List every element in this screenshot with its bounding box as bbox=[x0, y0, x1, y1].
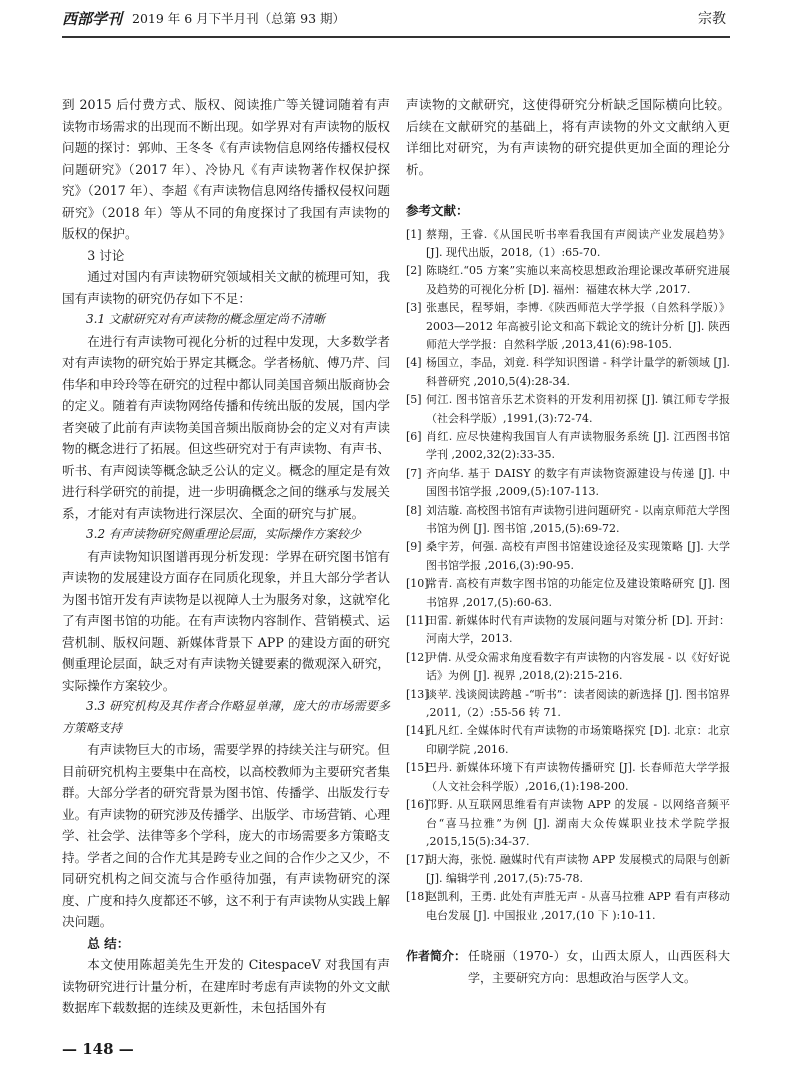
reference-item bbox=[406, 796, 730, 851]
references-title: 参考文献： bbox=[406, 203, 469, 218]
reference-number: [16] bbox=[406, 798, 429, 812]
subsection-heading: 3.1 文献研究对有声读物的概念厘定尚不清晰 bbox=[86, 312, 325, 326]
right-column bbox=[406, 94, 730, 989]
paragraph: 本文使用陈超美先生开发的 CitespaceV 对我国有声读物研究进行计量分析，在建库时考虑有声读物的外文文献数据库下载数据的连续及更新性，未包括国外有 bbox=[62, 957, 390, 1015]
summary-heading: 总 结： bbox=[87, 935, 130, 951]
reference-text: 杨国立，李品，刘竟. 科学知识图谱 - 科学计量学的新领域 [J]. 科普研究 ,2010,5(4):28-34. bbox=[426, 356, 730, 388]
subsection-heading: 3.3 研究机构及其作者合作略显单薄，庞大的市场需要多方策略支持 bbox=[62, 699, 390, 735]
paragraph: 通过对国内有声读物研究领域相关文献的梳理可知，我国有声读物的研究仍存如下不足： bbox=[62, 269, 390, 306]
reference-text: 孔凡红. 全媒体时代有声读物的市场策略探究 [D]. 北京：北京印刷学院 ,2016. bbox=[426, 724, 730, 756]
reference-text: 谈苹. 浅谈阅读跨越 -“听书”：读者阅读的新选择 [J]. 图书馆界 ,2011,（2）:55-56 转 71. bbox=[426, 687, 730, 720]
reference-text: 桑宇芳，何强. 高校有声图书馆建设途径及实现策略 [J]. 大学图书馆学报 ,2016,(3):90-95. bbox=[426, 540, 730, 572]
reference-number: [7] bbox=[406, 466, 422, 480]
reference-number: [6] bbox=[406, 429, 422, 443]
reference-item bbox=[406, 428, 730, 465]
left-column bbox=[62, 94, 390, 1019]
reference-text: 刘洁璇. 高校图书馆有声读物引进问题研究 - 以南京师范大学图书馆为例 [J]. 图书馆 ,2015,(5):69-72. bbox=[426, 503, 730, 535]
reference-number: [15] bbox=[406, 761, 429, 775]
reference-text: 赵凯利，王勇. 此处有声胜无声 - 从喜马拉雅 APP 看有声移动电台发展 [J]. 中国报业 ,2017,(10 下 ):10-11. bbox=[426, 890, 730, 922]
reference-text: 胡大海，张悦. 融媒时代有声读物 APP 发展模式的局限与创新 [J]. 编辑学刊 ,2017,(5):75-78. bbox=[426, 853, 730, 885]
right-column-text bbox=[406, 94, 730, 180]
journal-logo: 西部学刊 bbox=[62, 10, 123, 28]
reference-number: [3] bbox=[406, 301, 422, 315]
section-tag: 宗教 bbox=[698, 11, 726, 27]
reference-number: [17] bbox=[406, 853, 429, 867]
reference-number: [12] bbox=[406, 650, 429, 664]
reference-number: [5] bbox=[406, 393, 422, 407]
reference-item bbox=[406, 759, 730, 796]
references-list bbox=[406, 226, 730, 925]
reference-number: [14] bbox=[406, 724, 429, 738]
author-bio bbox=[406, 945, 730, 989]
reference-number: [2] bbox=[406, 264, 422, 278]
reference-text: 蔡翔，王睿.《从国民听书率看我国有声阅读产业发展趋势》[J]. 现代出版，2018,（1）:65-70. bbox=[426, 227, 730, 259]
author-bio-text: 任晓丽（1970-）女，山西太原人，山西医科大学，主要研究方向：思想政治与医学人文。 bbox=[468, 948, 730, 985]
reference-number: [1] bbox=[406, 227, 422, 241]
reference-item bbox=[406, 851, 730, 888]
reference-item bbox=[406, 686, 730, 723]
reference-text: 常青. 高校有声数字图书馆的功能定位及建设策略研究 [J]. 图书馆界 ,2017,(5):60-63. bbox=[426, 577, 730, 609]
reference-text: 尹倩. 从受众需求角度看数字有声读物的内容发展 - 以《好好说话》为例 [J]. 视界 ,2018,(2):215-216. bbox=[426, 650, 730, 683]
reference-item bbox=[406, 502, 730, 539]
reference-item bbox=[406, 299, 730, 354]
reference-text: 肖红. 应尽快建构我国盲人有声读物服务系统 [J]. 江西图书馆学刊 ,2002,32(2):33-35. bbox=[426, 429, 730, 462]
reference-text: 巴丹. 新媒体环境下有声读物传播研究 [J]. 长春师范大学学报（人文社会科学版）,2016,(1):198-200. bbox=[426, 761, 730, 793]
reference-item bbox=[406, 391, 730, 428]
reference-item bbox=[406, 465, 730, 502]
reference-item bbox=[406, 649, 730, 686]
reference-number: [10] bbox=[406, 577, 429, 591]
reference-item bbox=[406, 262, 730, 299]
reference-item bbox=[406, 612, 730, 649]
reference-number: [8] bbox=[406, 503, 422, 517]
paragraph: 有声读物巨大的市场，需要学界的持续关注与研究。但目前研究机构主要集中在高校，以高校教师为主要研究者集群。大部分学者的研究背景为图书馆、传播学、出版发行专业。有声读物的研究涉及传播学、出版学、市场营销、心理学、社会学、法律等多个学科，庞大的市场需要多方策略支持。学者之间的合作尤其是跨专业之间的合作少之又少，不同研究机构之间交流与合作亟待加强，有声读物研究的深度、广度和持久度都还不够，这不利于有声读物从实践上解决问题。 bbox=[62, 742, 390, 929]
author-bio-label: 作者简介： bbox=[406, 948, 467, 963]
reference-text: 何江. 图书馆音乐艺术资料的开发利用初探 [J]. 镇江师专学报（社会科学版）,1991,(3):72-74. bbox=[426, 393, 730, 425]
paragraph: 在进行有声读物可视化分析的过程中发现，大多数学者对有声读物的研究始于界定其概念。学者杨航、傅乃芹、闫伟华和申玲玲等在研究的过程中都认同美国音频出版商协会的定义。随着有声读物网络传播和传统出版的发展，国内学者突破了此前有声读物美国音频出版商协会的定义对有声读物的概念进行了拓展。但这些研究对于有声读物、有声书、听书、有声阅读等概念缺乏公认的定义。概念的厘定是有效进行科学研究的前提，进一步明确概念之间的继承与发展关系，才能对有声读物进行深层次、全面的研究与扩展。 bbox=[62, 333, 390, 521]
reference-number: [9] bbox=[406, 540, 422, 554]
reference-item bbox=[406, 538, 730, 575]
reference-number: [11] bbox=[406, 614, 429, 628]
reference-item bbox=[406, 888, 730, 925]
reference-text: 齐向华. 基于 DAISY 的数字有声读物资源建设与传递 [J]. 中国图书馆学报 ,2009,(5):107-113. bbox=[426, 466, 730, 499]
paragraph: 到 2015 后付费方式、版权、阅读推广等关键词随着有声读物市场需求的出现而不断出现。如学界对有声读物的版权问题的探讨：郭帅、王冬冬《有声读物信息网络传播权侵权问题研究》（2017 年）、冷协凡《有声读物著作权保护探究》（2017 年）、李超《有声读物信息网络传播权侵权问题研究》（2018 年）等从不同的角度探讨了我国有声读物的版权的保护。 bbox=[62, 97, 390, 241]
reference-number: [18] bbox=[406, 890, 429, 904]
page-number: — 148 — bbox=[62, 1040, 134, 1058]
reference-number: [13] bbox=[406, 687, 429, 701]
section-heading: 3 讨论 bbox=[87, 247, 125, 263]
subsection-heading: 3.2 有声读物研究侧重理论层面，实际操作方案较少 bbox=[86, 527, 361, 541]
issue-info: 2019 年 6 月下半月刊（总第 93 期） bbox=[132, 11, 346, 26]
reference-item bbox=[406, 722, 730, 759]
reference-item bbox=[406, 575, 730, 612]
reference-text: 邝野. 从互联网思维看有声读物 APP 的发展 - 以网络音频平台“喜马拉雅”为例 [J]. 湖南大众传媒职业技术学院学报 ,2015,15(5):34-37. bbox=[426, 798, 730, 848]
reference-number: [4] bbox=[406, 356, 422, 370]
paragraph: 声读物的文献研究，这使得研究分析缺乏国际横向比较。后续在文献研究的基础上，将有声读物的外文文献纳入更详细比对研究，为有声读物的研究提供更加全面的理论分析。 bbox=[406, 97, 730, 177]
reference-text: 田雷. 新媒体时代有声读物的发展问题与对策分析 [D]. 开封：河南大学，2013. bbox=[426, 614, 730, 646]
page-header bbox=[62, 0, 730, 38]
reference-text: 张惠民，程琴娟，李博.《陕西师范大学学报（自然科学版）》2003—2012 年高被引论文和高下载论文的统计分析 [J]. 陕西师范大学学报：自然科学版 ,2013,41(6):98-105. bbox=[426, 301, 730, 351]
paragraph: 有声读物知识图谱再现分析发现：学界在研究图书馆有声读物的发展建设方面存在同质化现象，并且大部分学者认为图书馆开发有声读物是以视障人士为服务对象，这就窄化了有声图书馆的功能。在有声读物内容制作、营销模式、运营机制、版权问题、新媒体背景下 APP 的建设方面的研究侧重理论层面，缺乏对有声读物关键要素的微观深入研究，实际操作方案较少。 bbox=[62, 548, 390, 693]
reference-text: 陈晓红.“05 方案”实施以来高校思想政治理论课改革研究进展及趋势的可视化分析 [D]. 福州：福建农林大学 ,2017. bbox=[426, 264, 730, 296]
reference-item bbox=[406, 226, 730, 263]
reference-item bbox=[406, 354, 730, 391]
